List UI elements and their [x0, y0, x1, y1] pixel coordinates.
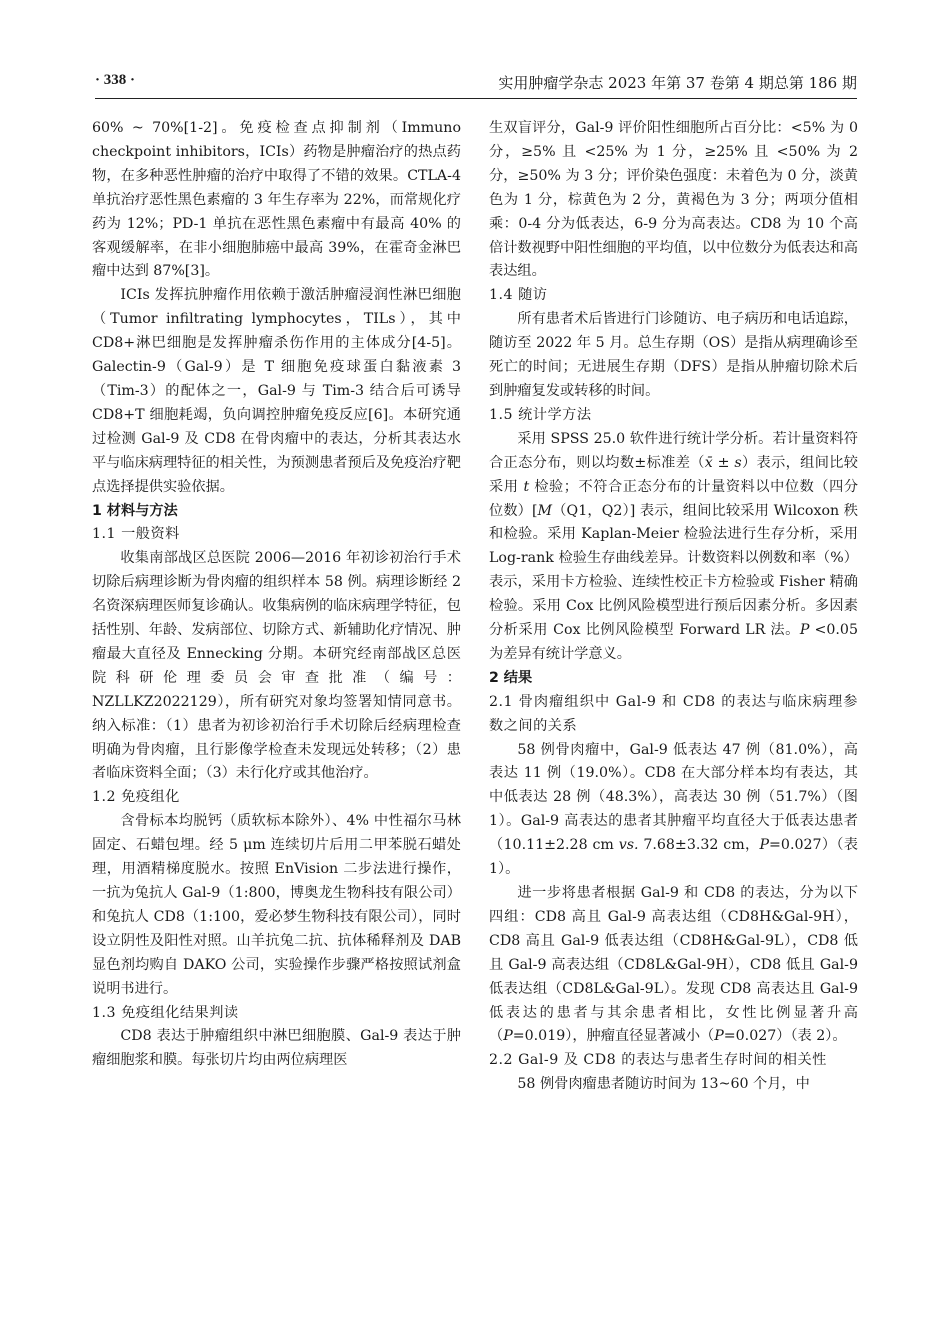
running-header — [95, 70, 857, 99]
left-column — [92, 117, 461, 1073]
math-symbol: P — [503, 1028, 513, 1045]
paragraph — [489, 882, 858, 1049]
text-run: ）表示，组间比较采用 — [489, 454, 858, 495]
math-symbol: M — [537, 502, 553, 519]
math-symbol: P — [714, 1028, 724, 1045]
paragraph — [489, 739, 858, 882]
paragraph: 收集南部战区总医院 2006—2016 年初诊初治行手术切除后病理诊断为骨肉瘤的组织样本 58 例。病理诊断经 2 名资深病理医师复诊确认。收集病例的临床病理学特征，包括性别、年龄、发病部位、切除方式、新辅助化疗情况、肿瘤最大直径及 Ennecking 分期。本研究经南部战区总医院科研伦理委员会审查批准（编号：NZLLKZ2022129），所有研究对象均签署知情同意书。纳入标准：（1）患者为初诊初治行手术切除后经病理检查明确为骨肉瘤，且行影像学检查未发现远处转移；（2）患者临床资料全面；（3）未行化疗或其他治疗。 — [92, 550, 461, 782]
math-symbol: P — [799, 622, 810, 639]
paragraph: 生双盲评分，Gal-9 评价阳性细胞所占百分比：<5% 为 0 分，≥5% 且 <25% 为 1 分，≥25% 且 <50% 为 2 分，≥50% 为 3 分；评价染色强度：未着色为 0 分，淡黄色为 1 分，棕黄色为 2 分，黄褐色为 3 分；两项分值相乘：0-4 分为低表达，6-9 分为高表达。CD8 为 10 个高倍计数视野中阳性细胞的平均值，以中位数分为低表达和高表达组。 — [489, 120, 858, 280]
paragraph: 60% ~ 70%[1-2]。免疫检查点抑制剂（Immuno checkpoint inhibitors，ICIs）药物是肿瘤治疗的热点药物，在多种恶性肿瘤的治疗中取得了不错的效果。CTLA-4 单抗治疗恶性黑色素瘤的 3 年生存率为 22%，而常规化疗药为 12%；PD-1 单抗在恶性黑色素瘤中有最高 40% 的客观缓解率，在非小细胞肺癌中最高 39%，在霍奇金淋巴瘤中达到 87%[3]。 — [92, 120, 461, 280]
subsection-heading: 1.3 免疫组化结果判读 — [92, 1004, 239, 1021]
paragraph: 58 例骨肉瘤患者随访时间为 13~60 个月，中 — [517, 1076, 810, 1093]
math-symbol: vs. — [618, 837, 639, 854]
text-run: 检验；不符合正态分布的计量资料以中位数（四分位数）[ — [489, 478, 859, 519]
math-symbol: t — [523, 478, 530, 495]
right-column — [489, 117, 858, 1097]
journal-info: 实用肿瘤学杂志 2023 年第 37 卷第 4 期总第 186 期 — [498, 74, 857, 92]
text-run: =0.027）（表 1）。 — [489, 837, 858, 878]
paragraph: ICIs 发挥抗肿瘤作用依赖于激活肿瘤浸润性淋巴细胞（Tumor infiltrating lymphocytes，TILs），其中 CD8+淋巴细胞是发挥肿瘤杀伤作用的主体成分[4-5]。Galectin-9（Gal-9）是 T 细胞免疫球蛋白黏液素 3（Tim-3）的配体之一，Gal-9 与 Tim-3 结合后可诱导 CD8+T 细胞耗竭，负向调控肿瘤免疫反应[6]。本研究通过检测 Gal-9 及 CD8 在骨肉瘤中的表达，分析其表达水平与临床病理特征的相关性，为预测患者预后及免疫治疗靶点选择提供实验依据。 — [92, 287, 461, 495]
subsection-heading: 1.5 统计学方法 — [489, 406, 592, 423]
subsection-heading: 2.2 Gal-9 及 CD8 的表达与患者生存时间的相关性 — [489, 1052, 827, 1069]
text-run: <0.05为差异有统计学意义。 — [489, 622, 858, 662]
section-heading: 2 结果 — [489, 669, 533, 686]
text-run: 采用 SPSS 25.0 软件进行统计学分析。若计量资料符合正态分布，则以均数±标准差（ — [489, 430, 858, 471]
text-run: =0.027）（表 2）。 — [723, 1028, 847, 1045]
subsection-heading: 2.1 骨肉瘤组织中 Gal-9 和 CD8 的表达与临床病理参数之间的关系 — [489, 693, 858, 734]
paragraph — [489, 428, 858, 667]
text-run: （Q1，Q2）] 表示，组间比较采用 Wilcoxon 秩和检验。采用 Kaplan-Meier 检验法进行生存分析，采用 Log-rank 检验生存曲线差异。计数资料以例数和率（%）表示，采用卡方检验、连续性校正卡方检验或 Fisher 精确检验。采用 Cox 比例风险模型进行预后因素分析。多因素分析采用 Cox 比例风险模型 Forward LR 法。 — [489, 502, 858, 639]
text-run: 进一步将患者根据 Gal-9 和 CD8 的表达，分为以下四组：CD8 高且 Gal-9 高表达组（CD8H&Gal-9H），CD8 高且 Gal-9 低表达组（CD8H&Gal-9L），CD8 低且 Gal-9 高表达组（CD8L&Gal-9H），CD8 低且 Gal-9 低表达组（CD8L&Gal-9L）。发现 CD8 高表达且 Gal-9 低表达的患者与其余患者相比，女性比例显著升高（ — [489, 885, 858, 1045]
paragraph: 含骨标本均脱钙（质软标本除外）、4% 中性福尔马林固定、石蜡包埋。经 5 μm 连续切片后用二甲苯脱石蜡处理，用酒精梯度脱水。按照 EnVision 二步法进行操作，一抗为兔抗人 Gal-9（1:800，博奥龙生物科技有限公司）和兔抗人 CD8（1:100，爱必梦生物科技有限公司），同时设立阴性及阳性对照。山羊抗兔二抗、抗体稀释剂及 DAB 显色剂均购自 DAKO 公司，实验操作步骤严格按照试剂盒说明书进行。 — [92, 813, 461, 997]
subsection-heading: 1.2 免疫组化 — [92, 789, 180, 806]
subsection-heading: 1.1 一般资料 — [92, 526, 180, 543]
math-symbol: x̄ ± s — [704, 454, 742, 471]
paragraph: 所有患者术后皆进行门诊随访、电子病历和电话追踪，随访至 2022 年 5 月。总生存期（OS）是指从病理确诊至死亡的时间；无进展生存期（DFS）是指从肿瘤切除术后到肿瘤复发或转移的时间。 — [489, 311, 858, 399]
math-symbol: P — [759, 837, 770, 854]
section-heading: 1 材料与方法 — [92, 502, 178, 519]
subsection-heading: 1.4 随访 — [489, 287, 548, 304]
text-run: 58 例骨肉瘤中，Gal-9 低表达 47 例（81.0%），高表达 11 例（19.0%）。CD8 在大部分样本均有表达，其中低表达 28 例（48.3%），高表达 30 例（51.7%）（图 1）。Gal-9 高表达的患者其肿瘤平均直径大于低表达患者（10.11±2.28 cm — [489, 741, 858, 854]
text-run: =0.019），肿瘤直径显著减小（ — [512, 1028, 715, 1045]
text-run: 7.68±3.32 cm， — [638, 837, 760, 854]
paragraph: CD8 表达于肿瘤组织中淋巴细胞膜、Gal-9 表达于肿瘤细胞浆和膜。每张切片均由两位病理医 — [92, 1028, 461, 1069]
page-number: · 338 · — [95, 72, 136, 88]
